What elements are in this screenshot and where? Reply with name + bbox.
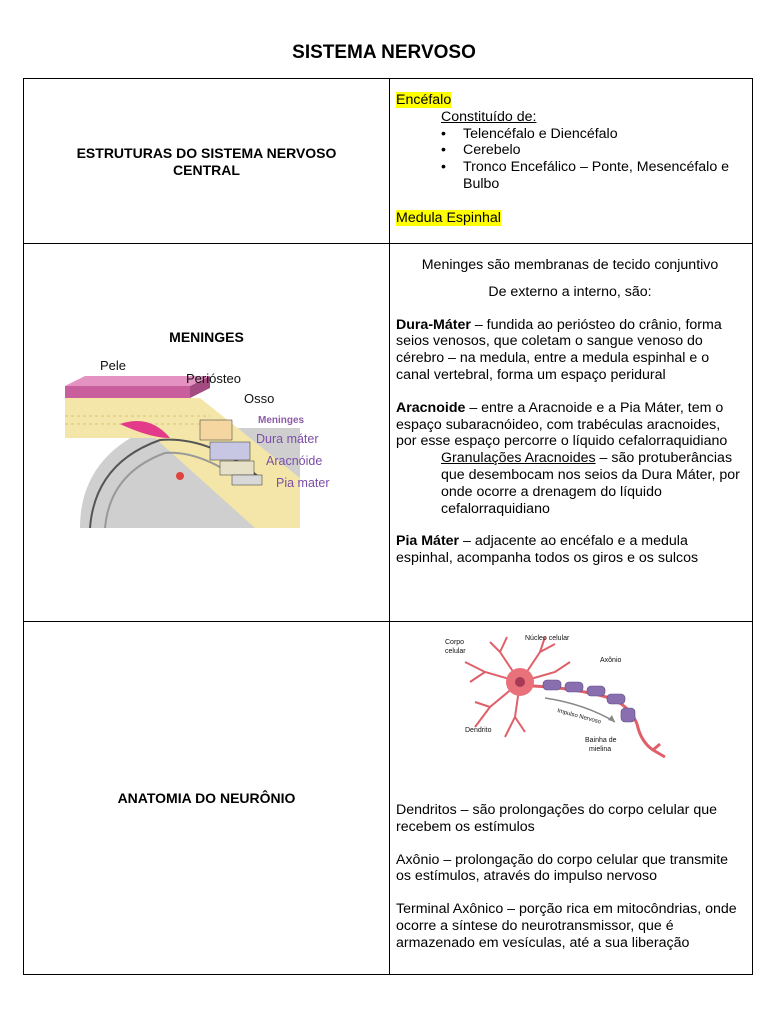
snc-heading: ESTRUTURAS DO SISTEMA NERVOSO CENTRAL	[76, 145, 337, 178]
neuron-illustration	[445, 632, 695, 782]
content-cell-neuronio	[390, 622, 753, 975]
dendritos-paragraph: Dendritos – são prolongações do corpo celular que recebem os estímulos	[396, 802, 717, 835]
heading-cell-meninges	[24, 244, 390, 622]
meninges-intro: Meninges são membranas de tecido conjuntivo	[421, 257, 719, 273]
label-periosteo: Periósteo	[186, 371, 241, 386]
label-nucleo: Núcleo celular	[525, 635, 570, 642]
aracnoide-term: Aracnoide	[396, 399, 466, 416]
list-item: • Telencéfalo e Diencéfalo	[441, 126, 744, 143]
label-corpo: Corpo	[445, 639, 465, 646]
nucleus	[515, 677, 525, 687]
pia-term: Pia Máter	[396, 533, 460, 550]
label-pele: Pele	[100, 358, 127, 373]
skin-layer	[65, 386, 190, 398]
heading-cell-neuronio	[24, 622, 390, 975]
meninges-order: De externo a interno, são:	[488, 283, 652, 300]
table-row-neuronio	[24, 622, 753, 975]
meninges-illustration	[60, 358, 330, 528]
label-axonio: Axônio	[600, 657, 622, 664]
medula-label: Medula Espinhal	[396, 209, 501, 226]
heading-cell-snc	[24, 79, 390, 244]
encefalo-label: Encéfalo	[396, 92, 452, 108]
terminal-paragraph: Terminal Axônico – porção rica em mitocôndrias, onde ocorre a síntese do neurotransmissor, que é armazenado em vesículas, até a sua liberação	[396, 901, 737, 951]
dura-term: Dura-Máter	[396, 316, 471, 333]
content-table	[23, 78, 753, 975]
list-item: • Cerebelo	[441, 142, 744, 159]
encefalo-list	[396, 126, 744, 193]
content-cell-meninges	[390, 244, 753, 622]
constituido-label: Constituído de:	[441, 108, 537, 125]
pia-paragraph: Pia Máter – adjacente ao encéfalo e a medula espinhal, acompanha todos os giros e os sulcos	[396, 533, 699, 567]
label-osso: Osso	[244, 391, 275, 406]
table-row-snc	[24, 79, 753, 244]
content-cell-snc	[390, 79, 753, 244]
table-row-meninges	[24, 244, 753, 622]
aracnoide-paragraph: Aracnoide – entre a Aracnoide e a Pia Máter, tem o espaço subaracnóideo, com trabéculas aracnoides, por esse espaço percorre o líquido cefalorraquidiano	[396, 399, 728, 450]
meninges-heading: MENINGES	[169, 329, 244, 345]
dura-paragraph: Dura-Máter – fundida ao periósteo do crânio, forma seios venosos, que coletam o sangue venoso do cérebro – na medula, entre a medula espinhal e o canal vertebral, forma um espaço peridural	[396, 316, 722, 383]
neuronio-heading: ANATOMIA DO NEURÔNIO	[117, 789, 296, 806]
label-bainha: Bainha de	[585, 737, 617, 744]
page-title: SISTEMA NERVOSO	[292, 42, 476, 63]
list-item: • Tronco Encefálico – Ponte, Mesencéfalo e Bulbo	[441, 159, 744, 193]
svg-text:celular: celular	[445, 648, 466, 655]
svg-text:mielina: mielina	[589, 746, 612, 753]
granulacoes-term: Granulações Aracnoides	[441, 450, 596, 467]
label-impulso: Impulso Nervoso	[556, 708, 602, 726]
axonio-paragraph: Axônio – prolongação do corpo celular que transmite os estímulos, através do impulso nervoso	[396, 851, 729, 885]
granulacoes-paragraph: Granulações Aracnoides – são protuberâncias que desembocam nos seios da Dura Máter, por onde ocorre a drenagem do líquido cefalorraquidiano	[441, 450, 740, 517]
label-dura: Dura máter	[256, 432, 319, 446]
label-aracnoide: Aracnóide	[266, 454, 323, 468]
label-meninges: Meninges	[258, 415, 305, 426]
label-pia: Pia mater	[276, 476, 330, 490]
label-dendrito: Dendrito	[465, 727, 492, 734]
